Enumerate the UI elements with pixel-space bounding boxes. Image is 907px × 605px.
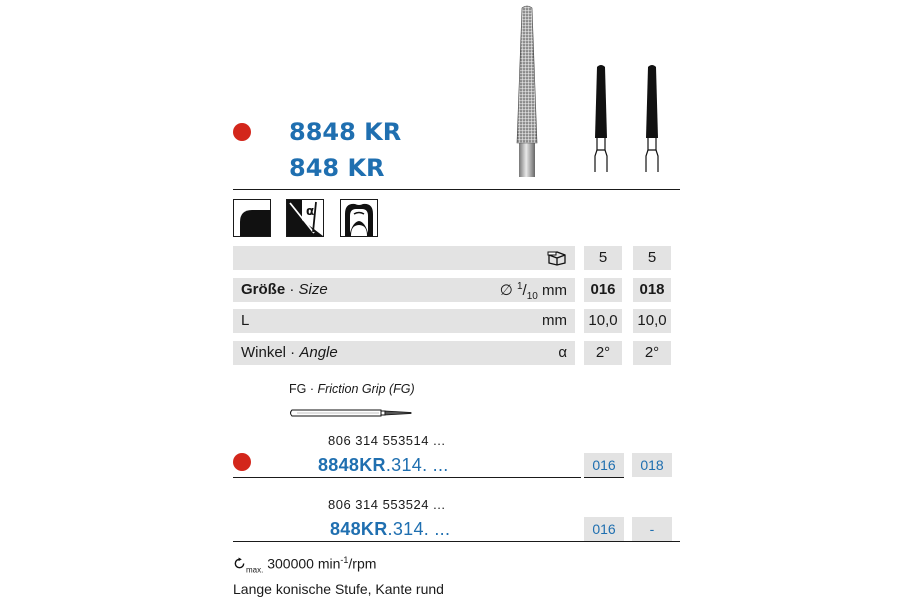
shank-prefix: FG · xyxy=(289,382,318,396)
order-name-1-rest: .314. ... xyxy=(385,455,449,475)
order-size-1b: 018 xyxy=(632,453,672,477)
order-underline-1 xyxy=(233,477,581,478)
pack-row xyxy=(233,246,575,270)
tooth-icon xyxy=(340,199,378,237)
order-name-2-bold: 848KR xyxy=(330,519,388,539)
angle-label-de: Winkel xyxy=(241,344,287,361)
order-name-2-rest: .314. ... xyxy=(387,519,451,539)
product-title-secondary: 848 KR xyxy=(289,154,385,182)
shank-icon xyxy=(289,405,413,421)
size-value-2: 018 xyxy=(633,278,671,302)
size-unit-suffix: mm xyxy=(537,282,567,299)
shank-type: Friction Grip (FG) xyxy=(317,382,415,396)
rpm-unit: /rpm xyxy=(348,555,377,572)
size-label-en: Size xyxy=(298,281,328,298)
size-label-de: Größe xyxy=(241,281,286,298)
header-divider xyxy=(233,189,680,190)
order-size-1a: 016 xyxy=(584,453,624,477)
pack-value-1: 5 xyxy=(584,246,622,270)
bur-outline-1 xyxy=(590,64,612,174)
pack-value-2: 5 xyxy=(633,246,671,270)
product-title-primary: 8848 KR xyxy=(289,118,402,146)
order-cell-underline-1a xyxy=(584,477,624,478)
rpm-value: 300000 min xyxy=(263,555,341,572)
length-unit: mm xyxy=(542,312,567,329)
rotation-icon xyxy=(233,557,246,570)
order-name-2 xyxy=(330,519,450,540)
size-unit-num: 1 xyxy=(516,281,523,292)
order-code-1: 806 314 553514 ... xyxy=(328,433,446,448)
product-description: Lange konische Stufe, Kante rund xyxy=(233,581,444,597)
angle-unit: α xyxy=(558,344,567,361)
footer-divider xyxy=(233,541,680,542)
rpm-line xyxy=(233,555,376,574)
angle-icon xyxy=(286,199,324,237)
shank-label xyxy=(289,382,415,396)
size-label xyxy=(241,281,328,298)
rpm-sub: max. xyxy=(246,565,264,575)
length-value-1: 10,0 xyxy=(584,309,622,333)
size-row xyxy=(233,278,575,302)
order-size-2a: 016 xyxy=(584,517,624,541)
order-name-1-bold: 8848KR xyxy=(318,455,386,475)
status-dot xyxy=(233,123,251,141)
size-value-1: 016 xyxy=(584,278,622,302)
order-name-1 xyxy=(318,455,449,476)
order-code-2: 806 314 553524 ... xyxy=(328,497,446,512)
angle-label-sep: · xyxy=(286,344,300,361)
angle-value-1: 2° xyxy=(584,341,622,365)
size-unit-den: 10 xyxy=(526,291,538,302)
length-value-2: 10,0 xyxy=(633,309,671,333)
size-label-sep: · xyxy=(285,281,299,298)
round-edge-icon xyxy=(233,199,271,237)
order-status-dot xyxy=(233,453,251,471)
angle-row xyxy=(233,341,575,365)
angle-value-2: 2° xyxy=(633,341,671,365)
length-label: L xyxy=(241,312,250,329)
angle-label-en: Angle xyxy=(299,344,338,361)
order-size-2b: - xyxy=(632,517,672,541)
bur-outline-2 xyxy=(641,64,663,174)
size-unit: ∅ $^1/_{10}$ mm xyxy=(499,281,567,302)
rpm-exp: -1 xyxy=(340,555,349,565)
bur-photo xyxy=(508,5,548,177)
length-row xyxy=(233,309,575,333)
package-icon xyxy=(547,250,567,266)
size-unit-prefix: ∅ xyxy=(499,282,517,299)
angle-label xyxy=(241,344,338,361)
svg-text:α: α xyxy=(306,204,315,218)
